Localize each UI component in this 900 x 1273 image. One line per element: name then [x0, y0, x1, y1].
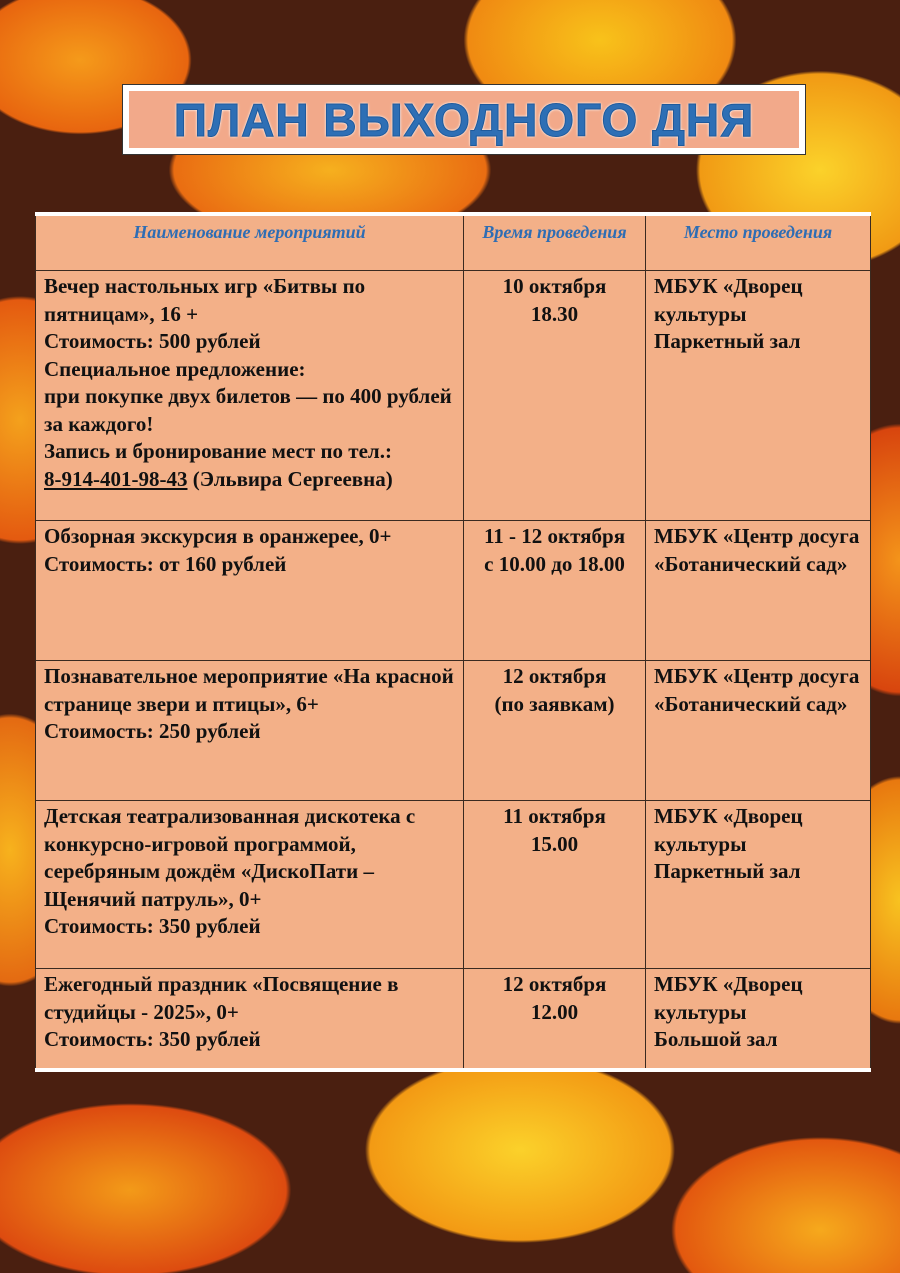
phone-number[interactable]: 8-914-401-98-43 — [44, 466, 188, 491]
event-cell-line: Специальное предложение: — [44, 356, 306, 381]
place-cell-line: Паркетный зал — [654, 859, 801, 883]
event-cell-line: Стоимость: 500 рублей — [44, 329, 261, 353]
contact-line — [44, 466, 455, 494]
place-cell — [646, 521, 871, 661]
event-cell — [36, 271, 464, 521]
place-cell-line: МБУК «Центр досуга «Ботанический сад» — [654, 524, 860, 576]
table-row — [36, 271, 871, 521]
event-cell-line: Детская театрализованная дискотека с конкурсно-игровой программой, серебряным дождём «ДискоПати – Щенячий патруль», 0+ — [44, 804, 416, 911]
time-cell-line: 12 октября — [502, 664, 607, 688]
page-title: ПЛАН ВЫХОДНОГО ДНЯ — [173, 93, 755, 146]
place-cell — [646, 271, 871, 521]
place-cell-line: МБУК «Центр досуга «Ботанический сад» — [654, 664, 860, 716]
table-row — [36, 801, 871, 969]
time-cell-line: 11 октября — [503, 804, 606, 828]
time-cell-line: 10 октября — [502, 274, 607, 298]
time-cell-line: 12.00 — [530, 999, 579, 1024]
event-cell — [36, 969, 464, 1070]
time-cell — [464, 969, 646, 1070]
table-header — [36, 214, 871, 271]
time-cell-line: 15.00 — [530, 831, 579, 856]
event-cell — [36, 661, 464, 801]
place-cell-line: Большой зал — [654, 1027, 778, 1051]
event-cell-line: Вечер настольных игр «Битвы по пятницам», 16 + — [44, 274, 366, 326]
time-cell-line: (по заявкам) — [494, 691, 615, 716]
time-cell-line: 18.30 — [530, 301, 579, 326]
header-place: Место проведения — [646, 214, 871, 271]
table-row — [36, 661, 871, 801]
time-cell — [464, 271, 646, 521]
contact-name: (Эльвира Сергеевна) — [187, 466, 393, 491]
event-cell-line: Ежегодный праздник «Посвящение в студийцы - 2025», 0+ — [44, 972, 399, 1024]
time-cell — [464, 661, 646, 801]
event-cell — [36, 801, 464, 969]
event-cell-line: Стоимость: 250 рублей — [44, 719, 261, 743]
event-cell-line: при покупке двух билетов — по 400 рублей за каждого! — [44, 384, 452, 436]
event-cell-line: Стоимость: 350 рублей — [44, 914, 261, 938]
table-row — [36, 969, 871, 1070]
time-cell — [464, 521, 646, 661]
event-cell — [36, 521, 464, 661]
table-row — [36, 521, 871, 661]
event-cell-line: Познавательное мероприятие «На красной странице звери и птицы», 6+ — [44, 664, 454, 716]
place-cell-line: МБУК «Дворец культуры — [654, 804, 803, 856]
event-cell-line: Запись и бронирование мест по тел.: — [44, 439, 392, 463]
event-cell-line: Стоимость: 350 рублей — [44, 1027, 261, 1051]
place-cell — [646, 661, 871, 801]
place-cell — [646, 801, 871, 969]
event-cell-line: Обзорная экскурсия в оранжерее, 0+ — [44, 524, 392, 548]
header-event: Наименование мероприятий — [36, 214, 464, 271]
time-cell — [464, 801, 646, 969]
time-cell-line: с 10.00 до 18.00 — [484, 551, 625, 576]
place-cell-line: Паркетный зал — [654, 329, 801, 353]
time-cell-line: 12 октября — [502, 972, 607, 996]
events-table — [35, 212, 871, 1072]
title-banner — [122, 84, 806, 155]
place-cell-line: МБУК «Дворец культуры — [654, 274, 803, 326]
event-cell-line: Стоимость: от 160 рублей — [44, 551, 287, 576]
time-cell-line: 11 - 12 октября — [483, 524, 626, 548]
place-cell — [646, 969, 871, 1070]
header-time: Время проведения — [464, 214, 646, 271]
place-cell-line: МБУК «Дворец культуры — [654, 972, 803, 1024]
